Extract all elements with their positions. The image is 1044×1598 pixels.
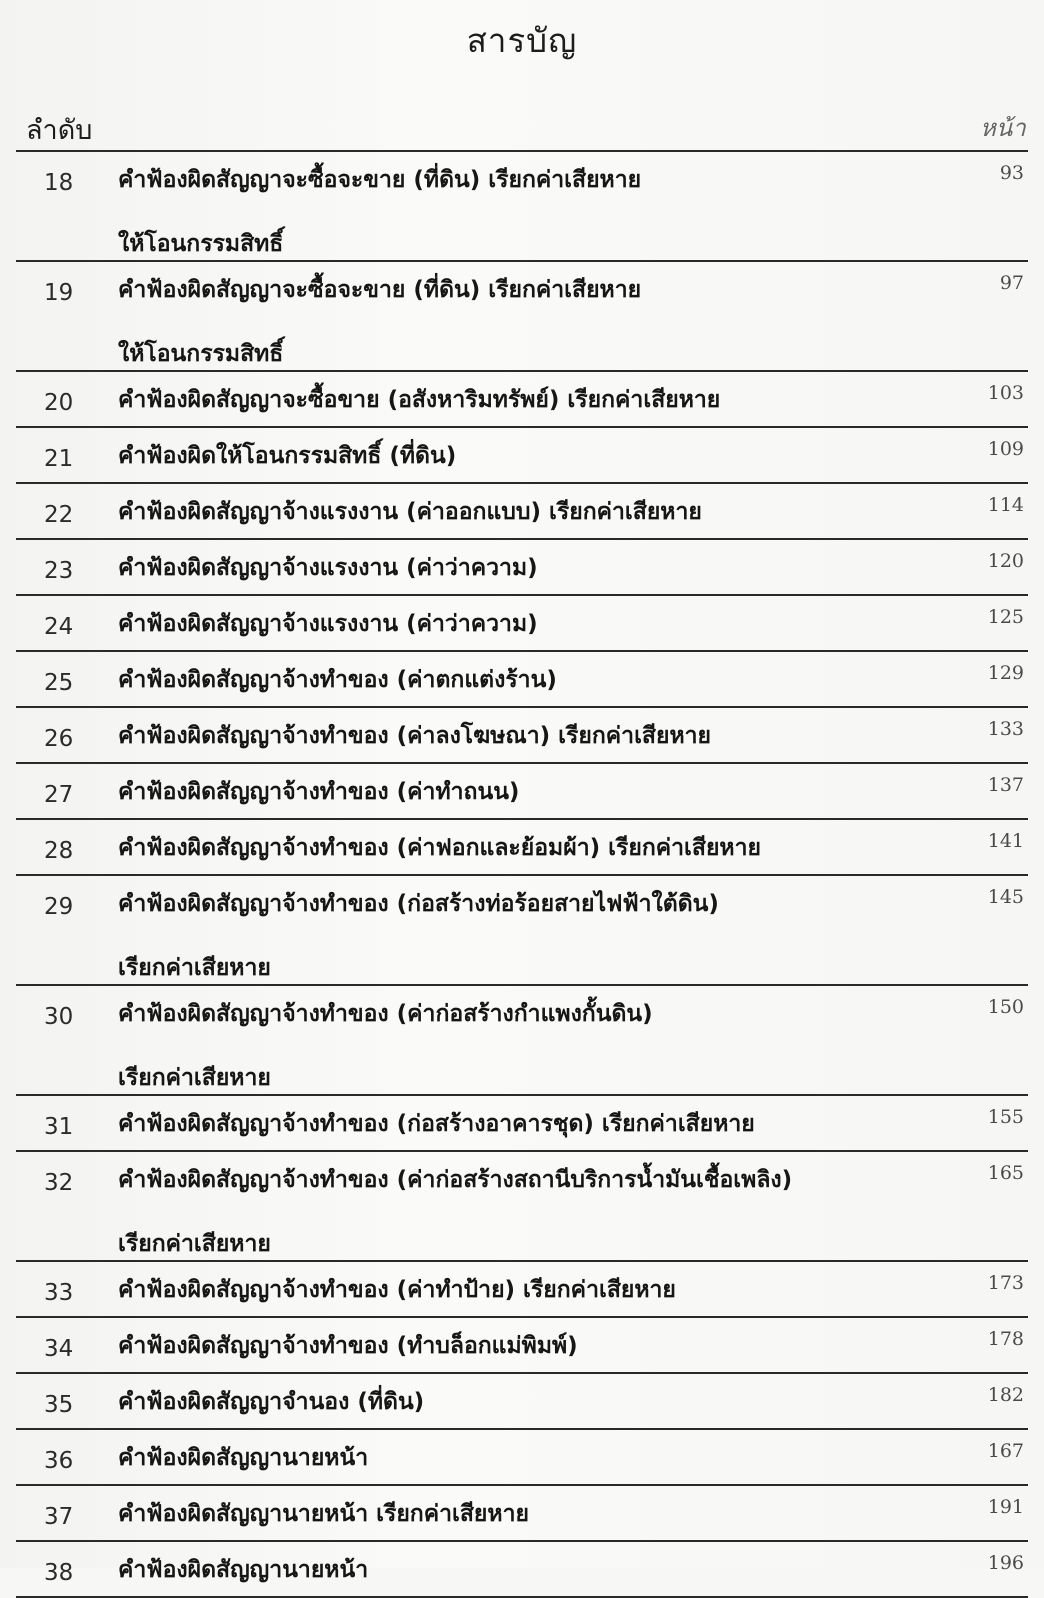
toc-entry-title-line1: คำฟ้องผิดสัญญาจ้างทำของ (ค่าทำป้าย) เรียกค่าเสียหาย: [118, 1277, 676, 1303]
toc-entry-number: 24: [44, 614, 74, 640]
toc-row: [16, 1372, 1028, 1428]
toc-row: [16, 1540, 1028, 1598]
toc-entry-page-number: 141: [987, 830, 1024, 852]
toc-row: [16, 1260, 1028, 1316]
toc-entry-title-line1: คำฟ้องผิดสัญญานายหน้า: [118, 1445, 369, 1471]
toc-entry-title-line2: เรียกค่าเสียหาย: [118, 1231, 271, 1257]
toc-entry-title: [118, 1162, 898, 1262]
toc-entry-number: 23: [44, 558, 74, 584]
toc-entry-number: 28: [44, 838, 74, 864]
toc-entry-title-line1: คำฟ้องผิดสัญญาจ้างทำของ (ค่าก่อสร้างกำแพงกั้นดิน): [118, 1001, 653, 1027]
toc-entry-number: 26: [44, 726, 74, 752]
toc-entry-number: 19: [44, 280, 74, 306]
toc-entry-title: [118, 1106, 898, 1142]
toc-entry-title: [118, 162, 898, 262]
toc-entry-title-line1: คำฟ้องผิดสัญญาจ้างแรงงาน (ค่าว่าความ): [118, 555, 538, 581]
toc-entry-number: 32: [44, 1170, 74, 1196]
toc-entry-page-number: 182: [987, 1384, 1024, 1406]
toc-row: [16, 818, 1028, 874]
toc-entry-title-line1: คำฟ้องผิดสัญญาจ้างแรงงาน (ค่าว่าความ): [118, 611, 538, 637]
toc-row: [16, 984, 1028, 1094]
toc-entry-number: 18: [44, 170, 74, 196]
toc-entry-title: [118, 606, 898, 642]
toc-entry-title: [118, 774, 898, 810]
toc-entry-number: 22: [44, 502, 74, 528]
toc-row: [16, 426, 1028, 482]
toc-entry-title-line2: เรียกค่าเสียหาย: [118, 1065, 271, 1091]
toc-entry-page-number: 150: [987, 996, 1024, 1018]
toc-entry-title-line1: คำฟ้องผิดสัญญาจ้างทำของ (ค่าก่อสร้างสถานีบริการน้ำมันเชื้อเพลิง): [118, 1167, 793, 1193]
toc-entry-title-line1: คำฟ้องผิดสัญญาจ้างทำของ (ก่อสร้างอาคารชุด) เรียกค่าเสียหาย: [118, 1111, 755, 1137]
toc-row: [16, 874, 1028, 984]
toc-entry-title-line2: เรียกค่าเสียหาย: [118, 955, 271, 981]
column-header-page: หน้า: [980, 114, 1026, 142]
toc-entry-page-number: 145: [987, 886, 1024, 908]
toc-entry-title: [118, 1440, 898, 1476]
toc-entry-title-line1: คำฟ้องผิดสัญญาจ้างทำของ (ก่อสร้างท่อร้อยสายไฟฟ้าใต้ดิน): [118, 891, 719, 917]
toc-row: [16, 1316, 1028, 1372]
toc-entry-title: [118, 1384, 898, 1420]
toc-entry-title: [118, 718, 898, 754]
toc-row: [16, 650, 1028, 706]
toc-entry-title: [118, 1272, 898, 1308]
toc-entry-title-line2: ให้โอนกรรมสิทธิ์: [118, 341, 284, 367]
toc-entry-title-line1: คำฟ้องผิดสัญญาจ้างทำของ (ค่าทำถนน): [118, 779, 520, 805]
toc-entry-page-number: 167: [987, 1440, 1024, 1462]
toc-entry-title: [118, 1328, 898, 1364]
toc-entry-number: 38: [44, 1560, 74, 1586]
toc-entry-page-number: 178: [987, 1328, 1024, 1350]
toc-entry-page-number: 137: [987, 774, 1024, 796]
toc-entry-number: 34: [44, 1336, 74, 1362]
toc-entry-title-line1: คำฟ้องผิดสัญญาจ้างแรงงาน (ค่าออกแบบ) เรียกค่าเสียหาย: [118, 499, 702, 525]
toc-row: [16, 706, 1028, 762]
toc-entry-title-line1: คำฟ้องผิดสัญญาจ้างทำของ (ค่าลงโฆษณา) เรียกค่าเสียหาย: [118, 723, 712, 749]
toc-entry-title: [118, 438, 898, 474]
toc-row: [16, 538, 1028, 594]
toc-entry-number: 21: [44, 446, 74, 472]
toc-row: [16, 1428, 1028, 1484]
toc-entry-page-number: 103: [987, 382, 1024, 404]
toc-row: [16, 482, 1028, 538]
toc-entry-title-line1: คำฟ้องผิดให้โอนกรรมสิทธิ์ (ที่ดิน): [118, 443, 457, 469]
toc-entry-page-number: 129: [987, 662, 1024, 684]
toc-entry-number: 30: [44, 1004, 74, 1030]
toc-entry-number: 37: [44, 1504, 74, 1530]
toc-row: [16, 594, 1028, 650]
toc-entry-number: 27: [44, 782, 74, 808]
toc-entry-number: 20: [44, 390, 74, 416]
toc-entry-number: 31: [44, 1114, 74, 1140]
toc-entry-page-number: 109: [987, 438, 1024, 460]
toc-entry-title: [118, 1496, 898, 1532]
toc-entry-page-number: 165: [987, 1162, 1024, 1184]
toc-entry-title: [118, 886, 898, 986]
toc-entry-page-number: 97: [999, 272, 1024, 294]
toc-entry-title-line1: คำฟ้องผิดสัญญานายหน้า: [118, 1557, 369, 1583]
toc-row: [16, 260, 1028, 370]
toc-entry-title: [118, 272, 898, 372]
toc-row: [16, 150, 1028, 260]
toc-entry-title-line1: คำฟ้องผิดสัญญาจ้างทำของ (ทำบล็อกแม่พิมพ์): [118, 1333, 578, 1359]
toc-entry-page-number: 173: [987, 1272, 1024, 1294]
page-title: สารบัญ: [466, 21, 578, 60]
toc-entry-number: 29: [44, 894, 74, 920]
toc-entry-page-number: 191: [987, 1496, 1024, 1518]
toc-entry-number: 33: [44, 1280, 74, 1306]
toc-entry-number: 35: [44, 1392, 74, 1418]
toc-row: [16, 1484, 1028, 1540]
table-of-contents: [16, 150, 1028, 1598]
toc-entry-title-line1: คำฟ้องผิดสัญญาจ้างทำของ (ค่าฟอกและย้อมผ้า) เรียกค่าเสียหาย: [118, 835, 761, 861]
toc-entry-title: [118, 830, 898, 866]
toc-entry-page-number: 125: [987, 606, 1024, 628]
toc-row: [16, 1150, 1028, 1260]
toc-entry-title-line1: คำฟ้องผิดสัญญานายหน้า เรียกค่าเสียหาย: [118, 1501, 529, 1527]
toc-entry-page-number: 196: [987, 1552, 1024, 1574]
toc-row: [16, 370, 1028, 426]
toc-entry-number: 25: [44, 670, 74, 696]
toc-entry-title-line1: คำฟ้องผิดสัญญาจะซื้อขาย (อสังหาริมทรัพย์) เรียกค่าเสียหาย: [118, 387, 721, 413]
toc-entry-page-number: 133: [987, 718, 1024, 740]
toc-entry-title: [118, 382, 898, 418]
toc-entry-title: [118, 550, 898, 586]
toc-entry-title: [118, 662, 898, 698]
toc-entry-title: [118, 1552, 898, 1588]
toc-entry-title-line1: คำฟ้องผิดสัญญาจำนอง (ที่ดิน): [118, 1389, 425, 1415]
toc-entry-page-number: 93: [999, 162, 1024, 184]
toc-entry-title: [118, 996, 898, 1096]
toc-entry-title-line1: คำฟ้องผิดสัญญาจะซื้อจะขาย (ที่ดิน) เรียกค่าเสียหาย: [118, 277, 642, 303]
toc-entry-page-number: 120: [987, 550, 1024, 572]
toc-row: [16, 762, 1028, 818]
toc-entry-title-line1: คำฟ้องผิดสัญญาจะซื้อจะขาย (ที่ดิน) เรียกค่าเสียหาย: [118, 167, 642, 193]
column-header-order: ลำดับ: [26, 115, 93, 146]
toc-entry-number: 36: [44, 1448, 74, 1474]
toc-entry-title-line2: ให้โอนกรรมสิทธิ์: [118, 231, 284, 257]
toc-entry-page-number: 114: [987, 494, 1024, 516]
toc-row: [16, 1094, 1028, 1150]
toc-entry-page-number: 155: [987, 1106, 1024, 1128]
toc-entry-title: [118, 494, 898, 530]
toc-entry-title-line1: คำฟ้องผิดสัญญาจ้างทำของ (ค่าตกแต่งร้าน): [118, 667, 557, 693]
